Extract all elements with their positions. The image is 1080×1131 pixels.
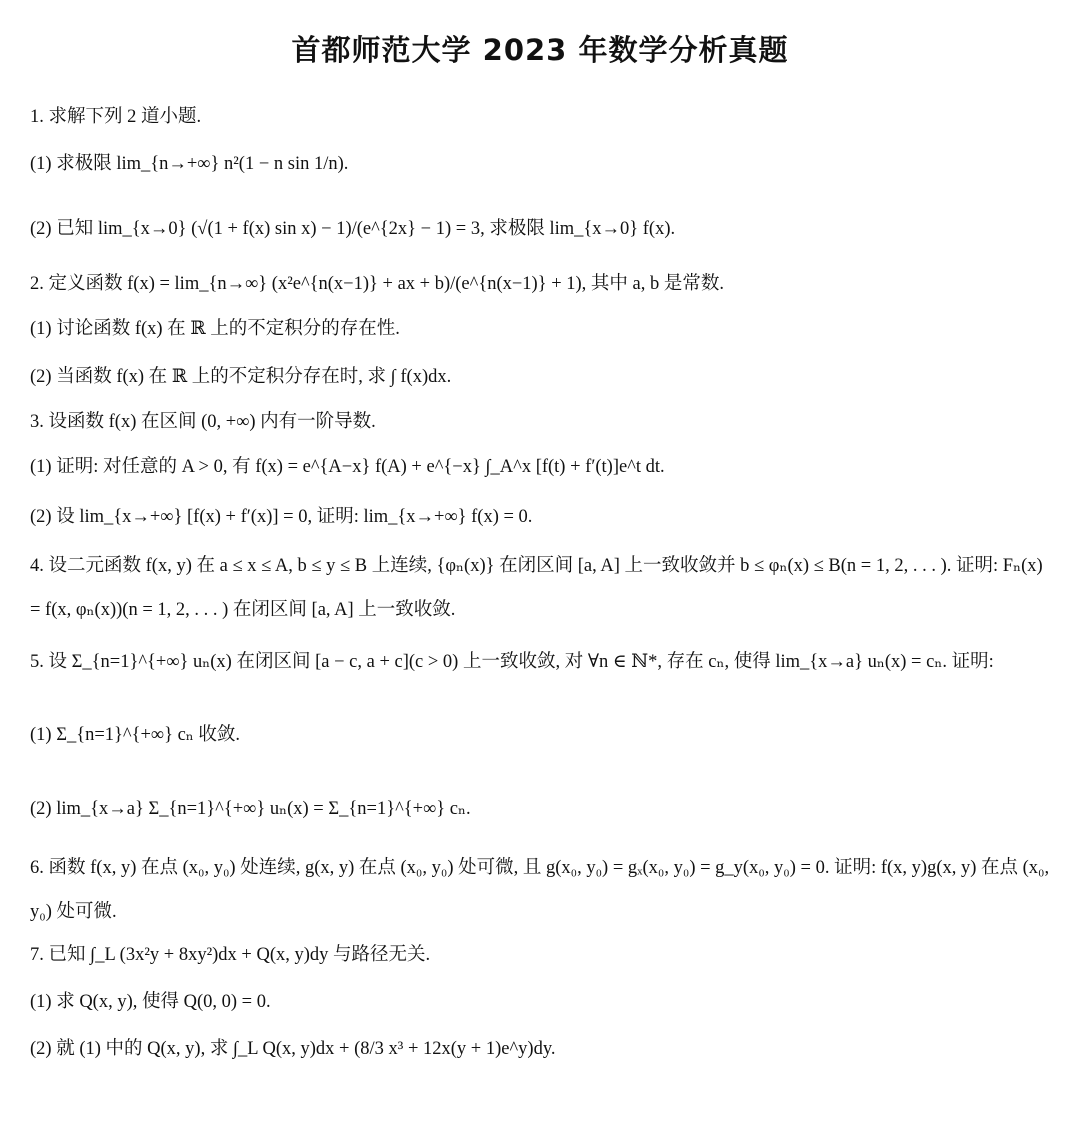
problem-4-stem: 4. 设二元函数 f(x, y) 在 a ≤ x ≤ A, b ≤ y ≤ B 上连续, {φₙ(x)} 在闭区间 [a, A] 上一致收敛并 b ≤ φₙ(x) ≤ B(n = 1, 2, . . . ). 证明: Fₙ(x) = f(x, φₙ(x))(n = 1, 2, . . . ) 在闭区间 [a, A] 上一致收敛.: [30, 556, 1043, 620]
problem-1-part-1: (1) 求极限 lim_{n→+∞} n²(1 − n sin 1/n).: [30, 154, 349, 174]
problem-1-stem: 1. 求解下列 2 道小题.: [30, 107, 202, 127]
problem-3-part-2: (2) 设 lim_{x→+∞} [f(x) + f′(x)] = 0, 证明: lim_{x→+∞} f(x) = 0.: [30, 507, 533, 527]
problem-2-stem: 2. 定义函数 f(x) = lim_{n→∞} (x²e^{n(x−1)} + ax + b)/(e^{n(x−1)} + 1), 其中 a, b 是常数.: [30, 274, 725, 294]
problem-7-part-1: (1) 求 Q(x, y), 使得 Q(0, 0) = 0.: [30, 992, 271, 1012]
problem-2-part-2: (2) 当函数 f(x) 在 ℝ 上的不定积分存在时, 求 ∫ f(x)dx.: [30, 367, 452, 387]
page-title: 首都师范大学 2023 年数学分析真题: [291, 33, 789, 67]
problem-7-stem: 7. 已知 ∫_L (3x²y + 8xy²)dx + Q(x, y)dy 与路径无关.: [30, 945, 431, 965]
problem-3-part-1: (1) 证明: 对任意的 A > 0, 有 f(x) = e^{A−x} f(A) + e^{−x} ∫_A^x [f(t) + f′(t)]e^t dt.: [30, 457, 665, 477]
problem-3-stem: 3. 设函数 f(x) 在区间 (0, +∞) 内有一阶导数.: [30, 412, 376, 432]
problem-2-part-1: (1) 讨论函数 f(x) 在 ℝ 上的不定积分的存在性.: [30, 319, 400, 339]
problem-5-stem: 5. 设 Σ_{n=1}^{+∞} uₙ(x) 在闭区间 [a − c, a + c](c > 0) 上一致收敛, 对 ∀n ∈ ℕ*, 存在 cₙ, 使得 lim_{x→a} uₙ(x) = cₙ. 证明:: [30, 652, 994, 672]
problem-7-part-2: (2) 就 (1) 中的 Q(x, y), 求 ∫_L Q(x, y)dx + (8/3 x³ + 12x(y + 1)e^y)dy.: [30, 1039, 556, 1059]
problem-5-part-2: (2) lim_{x→a} Σ_{n=1}^{+∞} uₙ(x) = Σ_{n=1}^{+∞} cₙ.: [30, 799, 471, 819]
problem-1-part-2: (2) 已知 lim_{x→0} (√(1 + f(x) sin x) − 1)/(e^{2x} − 1) = 3, 求极限 lim_{x→0} f(x).: [30, 219, 676, 239]
problem-6-stem: 6. 函数 f(x, y) 在点 (x₀, y₀) 处连续, g(x, y) 在点 (x₀, y₀) 处可微, 且 g(x₀, y₀) = gₓ(x₀, y₀) = g_y(x₀, y₀) = 0. 证明: f(x, y)g(x, y) 在点 (x₀, y₀) 处可微.: [30, 858, 1050, 922]
problem-5-part-1: (1) Σ_{n=1}^{+∞} cₙ 收敛.: [30, 725, 241, 745]
